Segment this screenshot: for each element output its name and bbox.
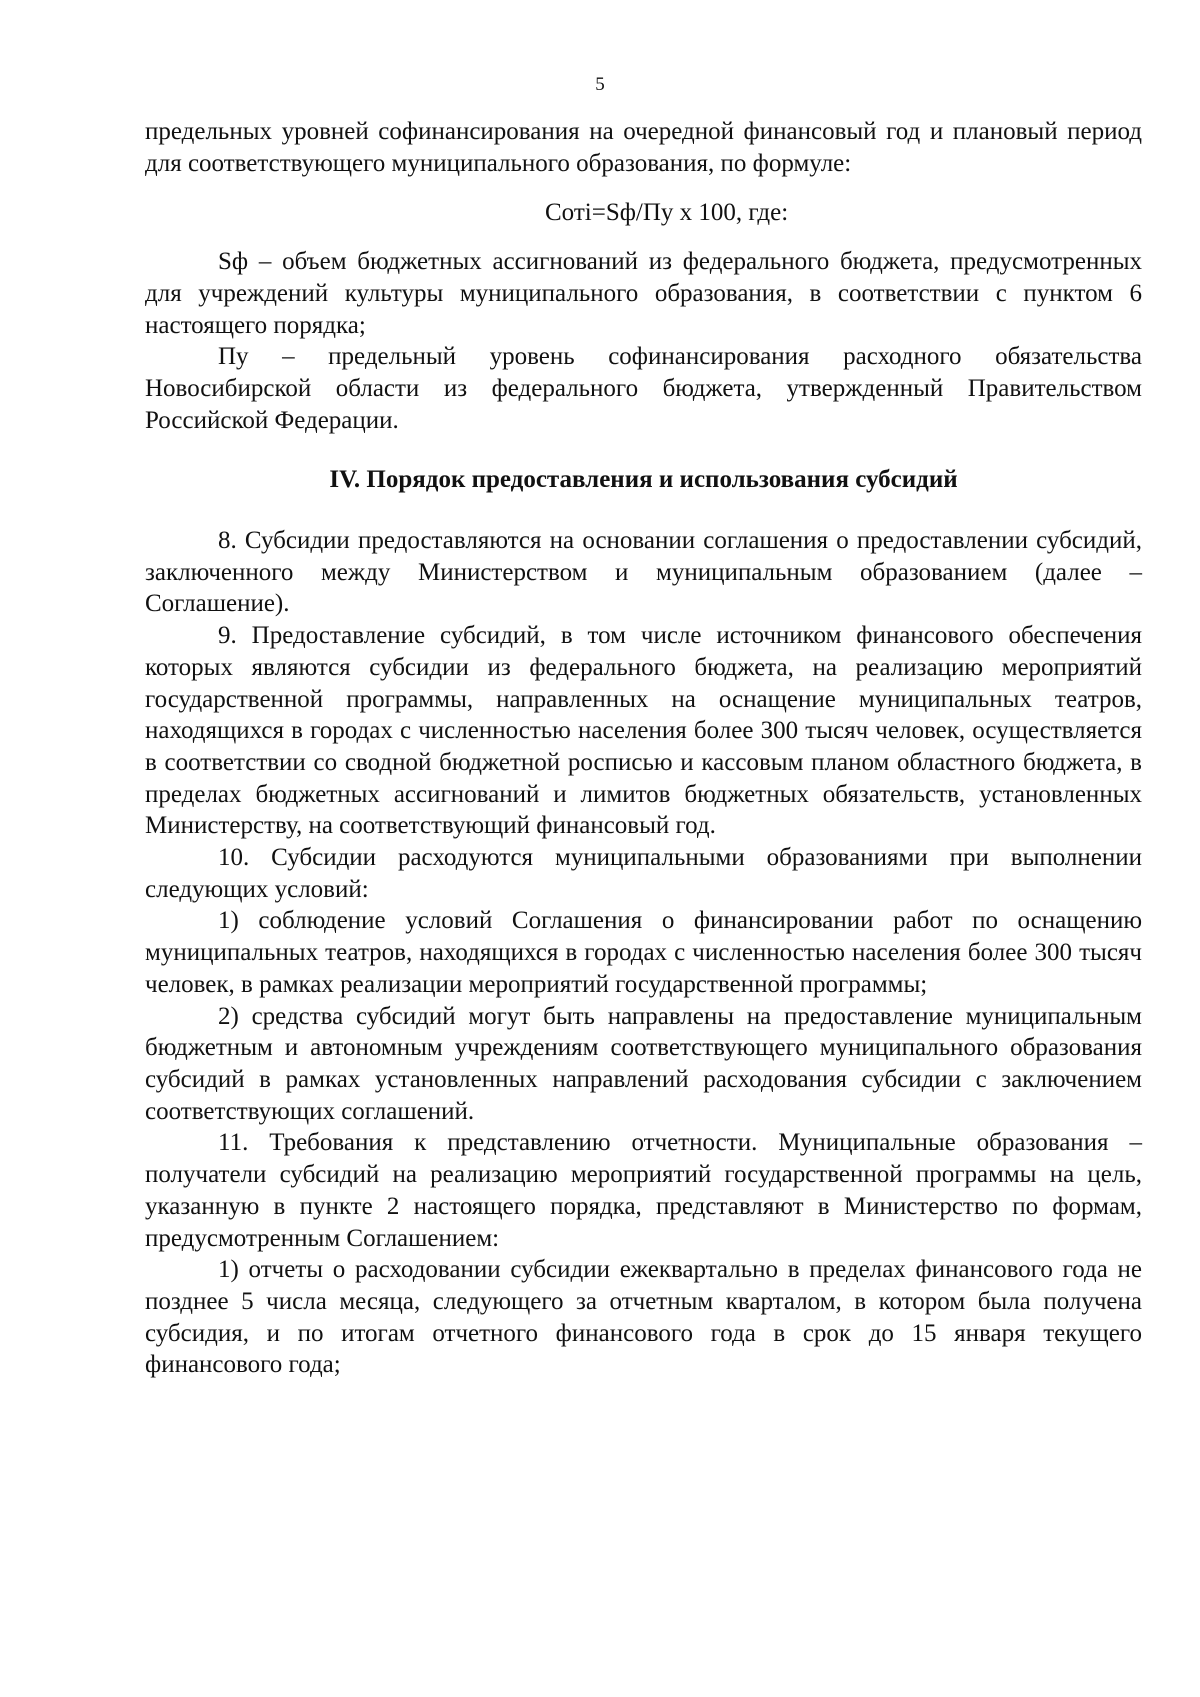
paragraph-10-item-2: 2) средства субсидий могут быть направлены на предоставление муниципальным бюджетным и автономным учреждениям соответствующего муниципального образования субсидий в рамках установленных направлений расходования субсидии с заключением соответствующих соглашений.	[145, 1002, 1142, 1125]
definition-sf: Sф – объем бюджетных ассигнований из федерального бюджета, предусмотренных для учреждений культуры муниципального образования, в соответствии с пунктом 6 настоящего порядка;	[145, 248, 1142, 339]
intro-paragraph: предельных уровней софинансирования на очередной финансовый год и плановый период для соответствующего муниципального образования, по формуле:	[145, 118, 1142, 177]
document-body	[145, 116, 1142, 1381]
paragraph-10: 10. Субсидии расходуются муниципальными образованиями при выполнении следующих условий:	[145, 844, 1142, 903]
paragraph-11: 11. Требования к представлению отчетности. Муниципальные образования – получатели субсидий на реализацию мероприятий государственной программы на цель, указанную в пункте 2 настоящего порядка, представляют в Министерство по формам, предусмотренным Соглашением:	[145, 1129, 1142, 1252]
paragraph-11-item-1: 1) отчеты о расходовании субсидии ежеквартально в пределах финансового года не позднее 5 числа месяца, следующего за отчетным кварталом, в котором была получена субсидия, и по итогам отчетного финансового года в срок до 15 января текущего финансового года;	[145, 1256, 1142, 1379]
paragraph-8: 8. Субсидии предоставляются на основании соглашения о предоставлении субсидий, заключенного между Министерством и муниципальным образованием (далее – Соглашение).	[145, 527, 1142, 618]
paragraph-9: 9. Предоставление субсидий, в том числе источником финансового обеспечения которых являются субсидии из федерального бюджета, на реализацию мероприятий государственной программы, направленных на оснащение муниципальных театров, находящихся в городах с численностью населения более 300 тысяч человек, осуществляется в соответствии со сводной бюджетной росписью и кассовым планом областного бюджета, в пределах бюджетных ассигнований и лимитов бюджетных обязательств, установленных Министерству, на соответствующий финансовый год.	[145, 622, 1142, 840]
definition-pu: Пу – предельный уровень софинансирования расходного обязательства Новосибирской области из федерального бюджета, утвержденный Правительством Российской Федерации.	[145, 343, 1142, 434]
section-title: IV. Порядок предоставления и использования субсидий	[329, 466, 958, 494]
paragraph-10-item-1: 1) соблюдение условий Соглашения о финансировании работ по оснащению муниципальных театров, находящихся в городах с численностью населения более 300 тысяч человек, в рамках реализации мероприятий государственной программы;	[145, 907, 1142, 998]
formula: Соті=Sф/Пу х 100, где:	[545, 199, 789, 227]
page-number: 5	[595, 74, 605, 95]
